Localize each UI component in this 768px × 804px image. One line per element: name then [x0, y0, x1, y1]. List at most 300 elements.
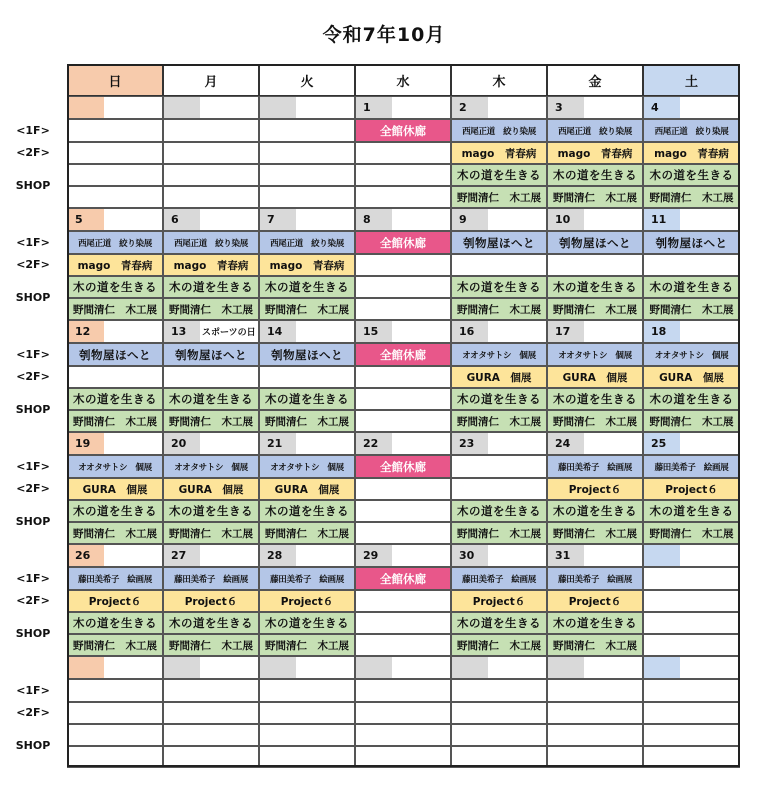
- row-label: <1F>: [16, 124, 50, 137]
- event-title: Project６: [184, 595, 238, 608]
- empty-cell: [355, 164, 451, 186]
- event-title: Project６: [568, 595, 622, 608]
- event-cell[interactable]: [451, 142, 547, 164]
- event-title: 野間清仁 木工展: [457, 191, 541, 204]
- event-cell[interactable]: [451, 119, 547, 142]
- row-label: <2F>: [16, 258, 50, 271]
- day-number: 4: [644, 97, 680, 118]
- event-cell[interactable]: [163, 276, 259, 298]
- day-number: 31: [548, 545, 584, 566]
- day-cell[interactable]: [163, 96, 259, 119]
- row-label: <1F>: [16, 684, 50, 697]
- day-cell[interactable]: [643, 320, 740, 343]
- empty-cell: [355, 612, 451, 634]
- empty-cell: [547, 746, 643, 768]
- day-cell[interactable]: [163, 432, 259, 455]
- event-cell[interactable]: [163, 522, 259, 544]
- row-label: <1F>: [16, 572, 50, 585]
- empty-cell: [355, 746, 451, 768]
- empty-cell: [355, 366, 451, 388]
- day-number: 27: [164, 545, 200, 566]
- empty-cell: [643, 679, 740, 702]
- event-cell[interactable]: [547, 298, 643, 320]
- day-cell[interactable]: [67, 208, 163, 231]
- event-title: オオタサトシ 個展: [462, 350, 536, 361]
- day-number: 26: [68, 545, 104, 566]
- day-cell[interactable]: [451, 96, 547, 119]
- event-cell[interactable]: [163, 567, 259, 590]
- day-cell[interactable]: [355, 96, 451, 119]
- event-title: GURA 個展: [274, 483, 340, 496]
- event-title: 西尾正道 絞り染展: [270, 238, 344, 249]
- event-cell[interactable]: [547, 500, 643, 522]
- day-number: 19: [68, 433, 104, 454]
- empty-cell: [451, 746, 547, 768]
- event-cell[interactable]: [163, 254, 259, 276]
- day-cell[interactable]: [355, 432, 451, 455]
- event-title: 野間清仁 木工展: [457, 527, 541, 540]
- day-number: [164, 97, 200, 118]
- event-cell[interactable]: [643, 500, 740, 522]
- event-cell[interactable]: [643, 276, 740, 298]
- event-cell[interactable]: [259, 410, 355, 432]
- day-cell[interactable]: [547, 208, 643, 231]
- event-title: 木の道を生きる: [553, 392, 637, 406]
- event-title: 木の道を生きる: [265, 616, 349, 630]
- event-cell[interactable]: [259, 254, 355, 276]
- event-cell[interactable]: [163, 455, 259, 478]
- event-title: 木の道を生きる: [169, 280, 253, 294]
- event-cell[interactable]: [451, 567, 547, 590]
- event-cell[interactable]: [163, 231, 259, 254]
- empty-cell: [67, 164, 163, 186]
- day-cell[interactable]: [259, 432, 355, 455]
- day-number: [548, 657, 584, 678]
- event-cell[interactable]: [451, 186, 547, 208]
- event-cell[interactable]: [451, 410, 547, 432]
- day-cell[interactable]: [163, 208, 259, 231]
- weekday-header: 火: [259, 64, 355, 96]
- event-cell[interactable]: [163, 478, 259, 500]
- event-cell[interactable]: [451, 343, 547, 366]
- empty-cell: [451, 724, 547, 746]
- event-cell[interactable]: [547, 455, 643, 478]
- day-cell[interactable]: [643, 208, 740, 231]
- event-title: 野間清仁 木工展: [169, 303, 253, 316]
- empty-cell: [355, 590, 451, 612]
- event-cell[interactable]: [259, 567, 355, 590]
- day-cell[interactable]: [643, 96, 740, 119]
- empty-cell: [643, 612, 740, 634]
- event-title: 野間清仁 木工展: [457, 415, 541, 428]
- day-number: 25: [644, 433, 680, 454]
- day-number: 14: [260, 321, 296, 342]
- event-title: 刳物屋ほへと: [655, 235, 728, 250]
- empty-cell: [259, 164, 355, 186]
- row-label: SHOP: [15, 515, 51, 528]
- event-cell[interactable]: [547, 410, 643, 432]
- day-cell[interactable]: [451, 208, 547, 231]
- event-title: 西尾正道 絞り染展: [462, 126, 536, 137]
- event-cell[interactable]: [259, 231, 355, 254]
- event-title: 木の道を生きる: [649, 392, 734, 406]
- event-cell[interactable]: [67, 590, 163, 612]
- event-title: 野間清仁 木工展: [553, 639, 637, 652]
- day-cell[interactable]: [451, 432, 547, 455]
- event-cell[interactable]: [259, 590, 355, 612]
- day-number: 21: [260, 433, 296, 454]
- row-label: <2F>: [16, 594, 50, 607]
- day-cell[interactable]: [643, 432, 740, 455]
- event-cell[interactable]: [163, 590, 259, 612]
- event-cell[interactable]: [451, 590, 547, 612]
- empty-cell: [259, 679, 355, 702]
- event-cell[interactable]: [547, 612, 643, 634]
- event-title: 木の道を生きる: [457, 616, 541, 630]
- event-cell[interactable]: [451, 231, 547, 254]
- event-cell[interactable]: [259, 298, 355, 320]
- day-cell[interactable]: [451, 320, 547, 343]
- event-title: 野間清仁 木工展: [457, 639, 541, 652]
- event-cell[interactable]: [259, 276, 355, 298]
- event-cell[interactable]: [547, 231, 643, 254]
- event-cell[interactable]: [355, 231, 451, 254]
- day-cell[interactable]: [163, 656, 259, 679]
- empty-cell: [163, 366, 259, 388]
- event-cell[interactable]: [547, 388, 643, 410]
- weekday-header: 金: [547, 64, 643, 96]
- row-label: <1F>: [16, 236, 50, 249]
- empty-cell: [163, 679, 259, 702]
- event-title: mago 青春病: [461, 147, 537, 160]
- day-cell[interactable]: [451, 544, 547, 567]
- empty-cell: [67, 746, 163, 768]
- day-number: [68, 97, 104, 118]
- day-number: 17: [548, 321, 584, 342]
- day-cell[interactable]: [547, 544, 643, 567]
- empty-cell: [355, 724, 451, 746]
- day-cell[interactable]: [355, 208, 451, 231]
- event-cell[interactable]: [547, 522, 643, 544]
- empty-cell: [643, 702, 740, 724]
- event-title: 藤田美希子 絵画展: [78, 574, 152, 585]
- event-cell[interactable]: [451, 366, 547, 388]
- event-cell[interactable]: [67, 343, 163, 366]
- event-title: 木の道を生きる: [265, 504, 349, 518]
- event-title: 木の道を生きる: [169, 616, 253, 630]
- day-cell[interactable]: [67, 656, 163, 679]
- day-cell[interactable]: [547, 432, 643, 455]
- event-title: 木の道を生きる: [73, 616, 157, 630]
- day-number: 10: [548, 209, 584, 230]
- event-title: 全館休廊: [380, 571, 426, 586]
- empty-cell: [163, 746, 259, 768]
- day-cell[interactable]: [547, 656, 643, 679]
- empty-cell: [355, 522, 451, 544]
- event-title: 野間清仁 木工展: [73, 303, 157, 316]
- day-cell[interactable]: [67, 96, 163, 119]
- day-cell[interactable]: [547, 96, 643, 119]
- empty-cell: [355, 186, 451, 208]
- empty-cell: [355, 254, 451, 276]
- event-cell[interactable]: [547, 366, 643, 388]
- event-cell[interactable]: [643, 478, 740, 500]
- event-title: 全館休廊: [380, 459, 426, 474]
- event-cell[interactable]: [259, 634, 355, 656]
- empty-cell: [67, 679, 163, 702]
- event-cell[interactable]: [547, 478, 643, 500]
- day-cell[interactable]: [643, 544, 740, 567]
- event-cell[interactable]: [67, 388, 163, 410]
- row-label: <2F>: [16, 370, 50, 383]
- event-title: 木の道を生きる: [649, 168, 734, 182]
- day-number: 24: [548, 433, 584, 454]
- empty-cell: [259, 746, 355, 768]
- day-cell[interactable]: [643, 656, 740, 679]
- event-cell[interactable]: [163, 410, 259, 432]
- day-number: 15: [356, 321, 392, 342]
- event-cell[interactable]: [259, 478, 355, 500]
- event-cell[interactable]: [355, 119, 451, 142]
- row-label: SHOP: [15, 739, 51, 752]
- event-title: 刳物屋ほへと: [175, 347, 247, 362]
- event-title: 刳物屋ほへと: [559, 235, 631, 250]
- empty-cell: [355, 679, 451, 702]
- event-title: mago 青春病: [173, 259, 249, 272]
- day-number: [356, 657, 392, 678]
- event-title: オオタサトシ 個展: [654, 350, 729, 361]
- event-cell[interactable]: [259, 388, 355, 410]
- day-cell[interactable]: [163, 320, 259, 343]
- day-cell[interactable]: [259, 96, 355, 119]
- event-cell[interactable]: [643, 231, 740, 254]
- day-number: 13: [164, 321, 200, 342]
- event-cell[interactable]: [355, 343, 451, 366]
- event-title: Project６: [472, 595, 526, 608]
- event-cell[interactable]: [643, 298, 740, 320]
- day-cell[interactable]: [451, 656, 547, 679]
- event-title: オオタサトシ 個展: [78, 462, 152, 473]
- event-cell[interactable]: [355, 567, 451, 590]
- event-cell[interactable]: [67, 455, 163, 478]
- event-title: GURA 個展: [659, 371, 724, 384]
- day-number: 22: [356, 433, 392, 454]
- event-title: 藤田美希子 絵画展: [558, 462, 632, 473]
- event-cell[interactable]: [451, 164, 547, 186]
- day-cell[interactable]: [67, 432, 163, 455]
- event-cell[interactable]: [547, 142, 643, 164]
- event-cell[interactable]: [643, 343, 740, 366]
- event-cell[interactable]: [451, 388, 547, 410]
- event-cell[interactable]: [643, 366, 740, 388]
- event-cell[interactable]: [547, 276, 643, 298]
- event-cell[interactable]: [163, 612, 259, 634]
- event-cell[interactable]: [259, 500, 355, 522]
- event-cell[interactable]: [643, 164, 740, 186]
- event-cell[interactable]: [67, 612, 163, 634]
- day-cell[interactable]: [547, 320, 643, 343]
- day-number: 11: [644, 209, 680, 230]
- event-title: mago 青春病: [77, 259, 153, 272]
- row-label: <2F>: [16, 482, 50, 495]
- event-cell[interactable]: [67, 276, 163, 298]
- event-cell[interactable]: [259, 522, 355, 544]
- event-cell[interactable]: [547, 590, 643, 612]
- event-title: 野間清仁 木工展: [649, 527, 734, 540]
- empty-cell: [163, 164, 259, 186]
- event-title: 野間清仁 木工展: [169, 639, 253, 652]
- empty-cell: [355, 276, 451, 298]
- event-cell[interactable]: [451, 276, 547, 298]
- event-cell[interactable]: [547, 164, 643, 186]
- empty-cell: [643, 567, 740, 590]
- event-cell[interactable]: [67, 298, 163, 320]
- event-cell[interactable]: [163, 298, 259, 320]
- day-number: [644, 657, 680, 678]
- event-title: 西尾正道 絞り染展: [78, 238, 152, 249]
- day-number: 3: [548, 97, 584, 118]
- empty-cell: [163, 702, 259, 724]
- day-cell[interactable]: [355, 544, 451, 567]
- event-cell[interactable]: [67, 567, 163, 590]
- day-number: [452, 657, 488, 678]
- event-title: 木の道を生きる: [265, 392, 349, 406]
- empty-cell: [259, 186, 355, 208]
- event-title: GURA 個展: [82, 483, 148, 496]
- event-title: 刳物屋ほへと: [463, 235, 535, 250]
- event-cell[interactable]: [67, 478, 163, 500]
- event-cell[interactable]: [643, 455, 740, 478]
- event-cell[interactable]: [451, 500, 547, 522]
- event-title: GURA 個展: [466, 371, 532, 384]
- day-cell[interactable]: [163, 544, 259, 567]
- event-cell[interactable]: [67, 500, 163, 522]
- event-cell[interactable]: [451, 522, 547, 544]
- row-label: <2F>: [16, 706, 50, 719]
- day-cell[interactable]: [259, 656, 355, 679]
- event-title: 野間清仁 木工展: [649, 415, 734, 428]
- event-cell[interactable]: [643, 410, 740, 432]
- holiday-label: スポーツの日: [202, 328, 256, 338]
- event-title: 野間清仁 木工展: [169, 415, 253, 428]
- event-title: 木の道を生きる: [553, 168, 637, 182]
- empty-cell: [643, 746, 740, 768]
- event-title: 西尾正道 絞り染展: [558, 126, 632, 137]
- row-label: <1F>: [16, 460, 50, 473]
- day-cell[interactable]: [355, 320, 451, 343]
- event-title: mago 青春病: [557, 147, 633, 160]
- weekday-header: 土: [643, 64, 740, 96]
- event-cell[interactable]: [67, 231, 163, 254]
- row-label: <2F>: [16, 146, 50, 159]
- event-cell[interactable]: [67, 522, 163, 544]
- event-title: 木の道を生きる: [265, 280, 349, 294]
- row-label: SHOP: [15, 627, 51, 640]
- event-title: 木の道を生きる: [169, 392, 253, 406]
- event-title: 木の道を生きる: [457, 504, 541, 518]
- empty-cell: [451, 478, 547, 500]
- event-cell[interactable]: [547, 119, 643, 142]
- row-label: <1F>: [16, 348, 50, 361]
- event-title: 西尾正道 絞り染展: [654, 126, 729, 137]
- event-title: 全館休廊: [380, 235, 426, 250]
- event-title: 木の道を生きる: [457, 280, 541, 294]
- event-title: Project６: [568, 483, 622, 496]
- empty-cell: [67, 702, 163, 724]
- event-cell[interactable]: [67, 410, 163, 432]
- event-cell[interactable]: [163, 500, 259, 522]
- weekday-header: 月: [163, 64, 259, 96]
- day-cell[interactable]: [355, 656, 451, 679]
- empty-cell: [355, 142, 451, 164]
- event-cell[interactable]: [643, 522, 740, 544]
- event-title: 木の道を生きる: [553, 616, 637, 630]
- day-cell[interactable]: [259, 544, 355, 567]
- day-cell[interactable]: [259, 320, 355, 343]
- day-number: 28: [260, 545, 296, 566]
- empty-cell: [355, 298, 451, 320]
- event-title: 野間清仁 木工展: [553, 527, 637, 540]
- event-title: オオタサトシ 個展: [270, 462, 344, 473]
- empty-cell: [451, 702, 547, 724]
- event-title: 全館休廊: [380, 347, 426, 362]
- event-cell[interactable]: [355, 455, 451, 478]
- event-title: 野間清仁 木工展: [169, 527, 253, 540]
- event-cell[interactable]: [547, 186, 643, 208]
- event-title: 野間清仁 木工展: [553, 303, 637, 316]
- weekday-header: 木: [451, 64, 547, 96]
- day-cell[interactable]: [67, 320, 163, 343]
- day-number: [164, 657, 200, 678]
- event-cell[interactable]: [643, 142, 740, 164]
- event-cell[interactable]: [163, 634, 259, 656]
- event-cell[interactable]: [67, 634, 163, 656]
- row-label: SHOP: [15, 291, 51, 304]
- empty-cell: [163, 186, 259, 208]
- event-cell[interactable]: [547, 343, 643, 366]
- row-label: SHOP: [15, 403, 51, 416]
- empty-cell: [547, 679, 643, 702]
- day-number: 23: [452, 433, 488, 454]
- event-title: 野間清仁 木工展: [265, 639, 349, 652]
- empty-cell: [547, 702, 643, 724]
- event-cell[interactable]: [643, 119, 740, 142]
- event-cell[interactable]: [643, 388, 740, 410]
- day-cell[interactable]: [67, 544, 163, 567]
- event-title: 木の道を生きる: [169, 504, 253, 518]
- event-cell[interactable]: [259, 343, 355, 366]
- empty-cell: [451, 254, 547, 276]
- event-cell[interactable]: [451, 298, 547, 320]
- event-cell[interactable]: [451, 634, 547, 656]
- day-number: 30: [452, 545, 488, 566]
- event-cell[interactable]: [259, 455, 355, 478]
- event-cell[interactable]: [67, 254, 163, 276]
- event-cell[interactable]: [259, 612, 355, 634]
- empty-cell: [355, 410, 451, 432]
- event-cell[interactable]: [547, 567, 643, 590]
- event-cell[interactable]: [643, 186, 740, 208]
- row-label: SHOP: [15, 179, 51, 192]
- event-cell[interactable]: [451, 612, 547, 634]
- event-title: オオタサトシ 個展: [558, 350, 632, 361]
- event-cell[interactable]: [163, 343, 259, 366]
- event-cell[interactable]: [163, 388, 259, 410]
- day-cell[interactable]: [259, 208, 355, 231]
- event-cell[interactable]: [547, 634, 643, 656]
- event-title: 藤田美希子 絵画展: [270, 574, 344, 585]
- day-number: 6: [164, 209, 200, 230]
